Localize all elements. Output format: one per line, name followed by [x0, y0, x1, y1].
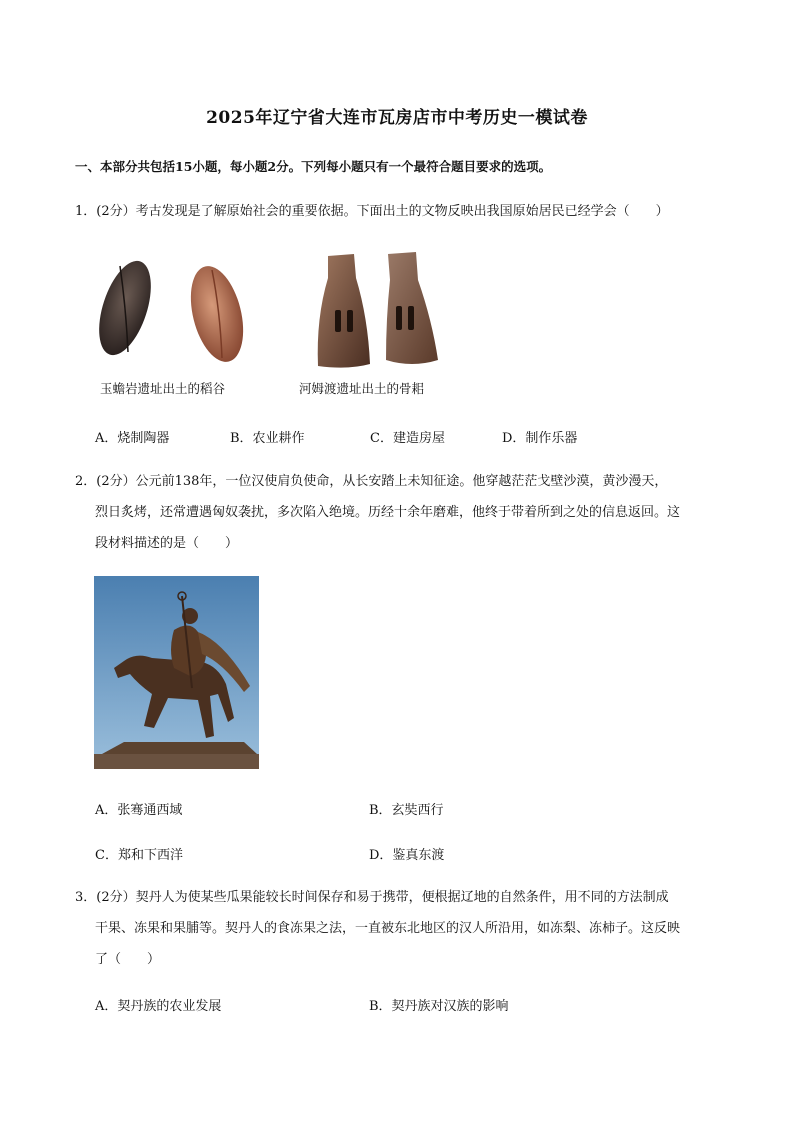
q1-option-a[interactable]: A．烧制陶器 [95, 431, 170, 446]
question-2-stem-line-2: 烈日炙烤，还常遭遇匈奴袭扰，多次陷入绝境。历经十余年磨难，他终于带着所到之处的信息返回。这 [95, 505, 681, 520]
bone-spade-image [308, 248, 444, 372]
q1-option-c[interactable]: C．建造房屋 [370, 431, 445, 446]
question-1-stem: 1．(2分）考古发现是了解原始社会的重要依据。下面出土的文物反映出我国原始居民已经学会（ ） [75, 204, 669, 219]
page-title: 2025年辽宁省大连市瓦房店市中考历史一模试卷 [206, 108, 588, 128]
section-heading: 一、本部分共包括15小题，每小题2分。下列每小题只有一个最符合题目要求的选项。 [75, 159, 552, 174]
rice-grains-image [92, 248, 262, 378]
q2-option-b[interactable]: B．玄奘西行 [369, 803, 444, 818]
q2-option-d[interactable]: D．鉴真东渡 [369, 848, 445, 863]
question-2-stem-line-3: 段材料描述的是（ ） [95, 536, 239, 551]
q1-option-d[interactable]: D．制作乐器 [502, 431, 578, 446]
q2-option-a[interactable]: A．张骞通西域 [95, 803, 183, 818]
question-3-stem-line-2: 干果、冻果和果脯等。契丹人的食冻果之法，一直被东北地区的汉人所沿用，如冻梨、冻柿子。这反映 [95, 921, 681, 936]
q3-option-b[interactable]: B．契丹族对汉族的影响 [369, 999, 509, 1014]
q1-option-b[interactable]: B．农业耕作 [230, 431, 305, 446]
question-3-stem-line-3: 了（ ） [95, 952, 161, 967]
horseman-statue-image [94, 576, 259, 769]
q2-option-c[interactable]: C．郑和下西洋 [95, 848, 183, 863]
q3-option-a[interactable]: A．契丹族的农业发展 [95, 999, 222, 1014]
spade-caption: 河姆渡遗址出土的骨耜 [299, 381, 425, 396]
rice-caption: 玉蟾岩遗址出土的稻谷 [100, 381, 226, 396]
question-2-stem-line-1: 2．(2分）公元前138年，一位汉使肩负使命，从长安踏上未知征途。他穿越茫茫戈壁沙漠，黄沙漫天， [75, 474, 668, 489]
question-3-stem-line-1: 3．(2分）契丹人为使某些瓜果能较长时间保存和易于携带，便根据辽地的自然条件，用不同的方法制成 [75, 890, 669, 905]
